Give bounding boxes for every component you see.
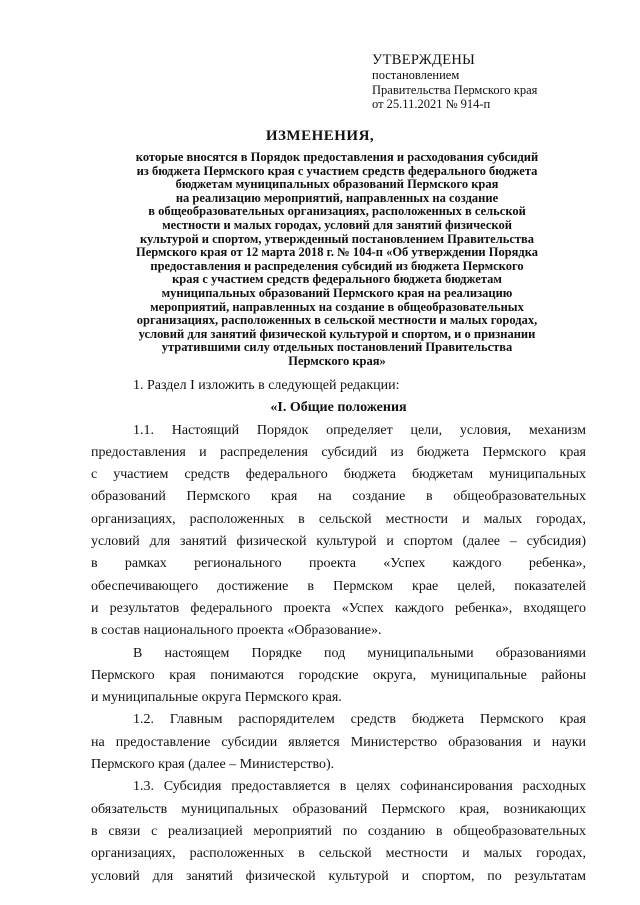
approval-line: Правительства Пермского края [372, 82, 538, 97]
subtitle-line: на реализацию мероприятий, направленных на создание [175, 190, 499, 205]
paragraph-line: 1.2. Главным распорядителем средств бюджета Пермского края [133, 712, 586, 728]
approval-line: от 25.11.2021 № 914-п [372, 97, 491, 111]
document-subtitle [88, 151, 586, 369]
subtitle-line: предоставления и распределения субсидий из бюджета Пермского [150, 258, 524, 273]
subtitle-line: условий для занятий физической культурой и спортом, и о признании [138, 326, 536, 341]
paragraph-line: 1. Раздел I изложить в следующей редакции: [133, 378, 400, 393]
subtitle-line: Пермского края от 12 марта 2018 г. № 104-п «Об утверждении Порядка [135, 245, 539, 260]
paragraph-line: обеспечивающего достижение в Пермском крае целей, показателей [91, 578, 586, 594]
paragraph-line: условий для занятий физической культурой и спортом (далее – субсидия) [91, 534, 586, 550]
paragraph-line: и результатов федерального проекта «Успех каждого ребенка», входящего [91, 600, 586, 616]
paragraph-line: 1.3. Субсидия предоставляется в целях софинансирования расходных [133, 779, 586, 795]
paragraph-line: с участием средств федерального бюджета бюджетам муниципальных [91, 467, 586, 483]
document-title: ИЗМЕНЕНИЯ, [265, 128, 375, 144]
paragraph-line: Пермского края понимаются городские округа, муниципальные районы [91, 667, 586, 683]
paragraph-line: В настоящем Порядке под муниципальными образованиями [133, 645, 586, 661]
section-heading: «I. Общие положения [270, 400, 407, 416]
subtitle-line: края с участием средств федерального бюджета бюджетам [172, 272, 502, 287]
paragraph-line: обязательств муниципальных образований Пермского края, возникающих [91, 801, 586, 817]
subtitle-line: культурой и спортом, утвержденный постановлением Правительства [139, 231, 535, 246]
paragraph-line: в состав национального проекта «Образование». [91, 623, 382, 639]
subtitle-line: из бюджета Пермского края с участием средств федерального бюджета [136, 163, 538, 178]
paragraph-line: Пермского края (далее – Министерство). [91, 757, 335, 773]
subtitle-line: утратившими силу отдельных постановлений Правительства [161, 340, 513, 355]
paragraph-line: в связи с реализацией мероприятий по созданию в общеобразовательных [91, 823, 586, 839]
subtitle-line: муниципальных образований Пермского края на реализацию [161, 285, 513, 300]
subtitle-line: Пермского края» [288, 353, 386, 368]
approval-title: УТВЕРЖДЕНЫ [372, 52, 476, 68]
paragraph-line: организациях, расположенных в сельской местности и малых городах, [91, 511, 586, 527]
paragraph-line: и муниципальные округа Пермского края. [91, 690, 342, 706]
document-body [91, 375, 586, 888]
approval-line: постановлением [372, 68, 460, 82]
subtitle-line: мероприятий, направленных на создание в общеобразовательных [150, 299, 524, 314]
paragraph-line: организациях, расположенных в сельской местности и малых городах, [91, 846, 586, 862]
paragraph-line: предоставления и распределения субсидий из бюджета Пермского края [91, 444, 586, 460]
subtitle-line: организациях, расположенных в сельской местности и малых городах, [136, 313, 538, 328]
subtitle-line: бюджетам муниципальных образований Пермского края [175, 177, 499, 192]
approval-block [372, 52, 632, 112]
paragraph-line: 1.1. Настоящий Порядок определяет цели, условия, механизм [133, 422, 586, 438]
subtitle-line: местности и малых городах, условий для занятий физической [162, 217, 512, 232]
paragraph-line: образований Пермского края на создание в общеобразовательных [91, 489, 586, 505]
subtitle-line: в общеобразовательных организациях, расположенных в сельской [148, 204, 526, 219]
subtitle-line: которые вносятся в Порядок предоставления и расходования субсидий [135, 150, 539, 164]
paragraph-line: на предоставление субсидии является Министерство образования и науки [91, 734, 586, 750]
paragraph-line: в рамках регионального проекта «Успех каждого ребенка», [91, 556, 586, 572]
paragraph-line: условий для занятий физической культурой и спортом, по результатам [91, 868, 586, 884]
